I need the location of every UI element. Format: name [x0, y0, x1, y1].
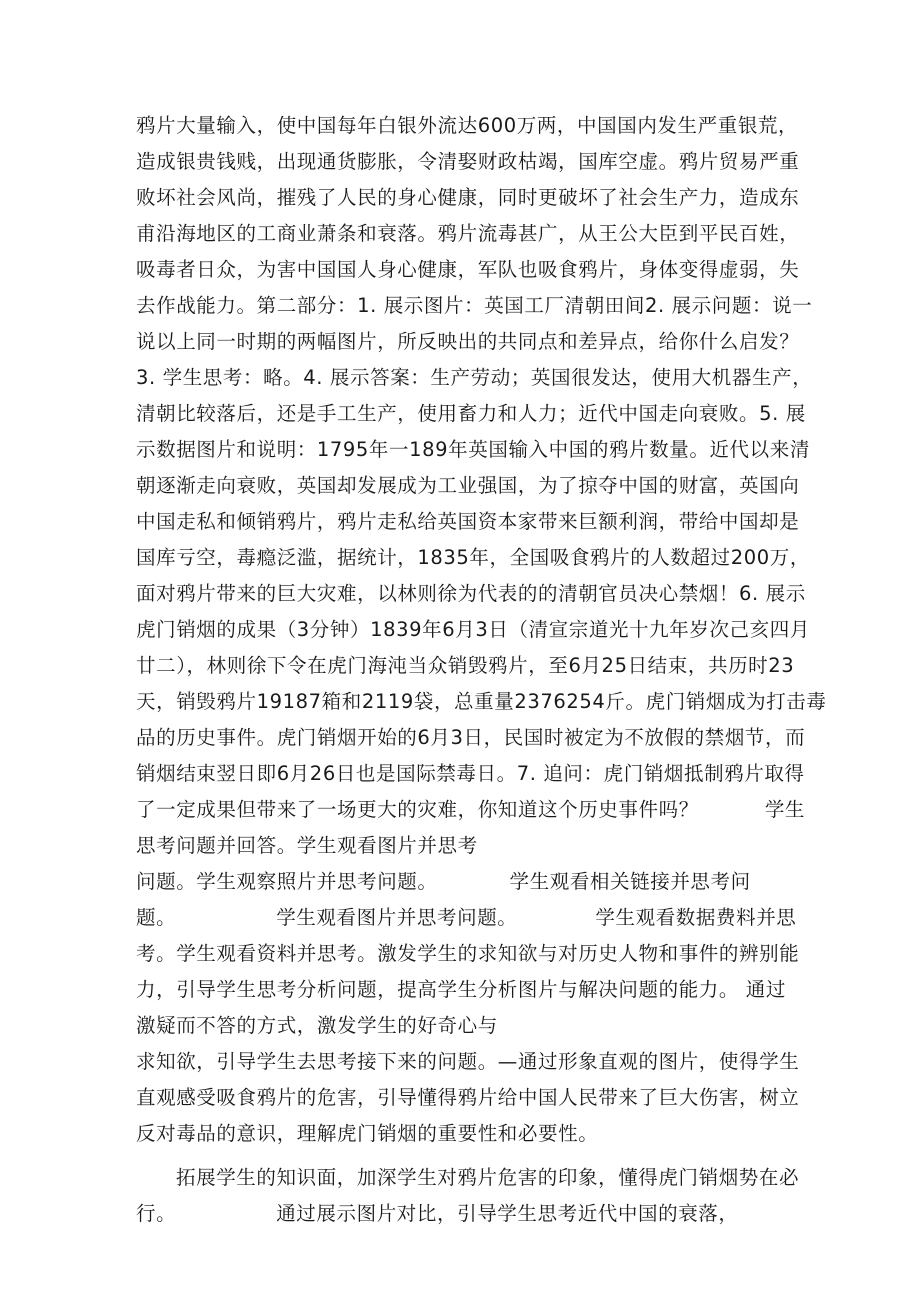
text-line: 力，引导学生思考分析问题，提高学生分析图片与解决问题的能力。 通过	[136, 978, 786, 1001]
text-line: 国库亏空，毒瘾泛滥，据统计，1835年，全国吸食鸦片的人数超过200万，	[136, 546, 810, 569]
text-line: 3. 学生思考：略。4. 展示答案：生产劳动；英国很发达，使用大机器生产，	[136, 366, 813, 389]
text-line: 说以上同一时期的两幅图片，所反映出的共同点和差异点，给你什么启发？	[136, 330, 800, 353]
text-segment: 学生	[764, 798, 806, 821]
text-line: 反对毒品的意识，理解虎门销烟的重要性和必要性。	[136, 1122, 599, 1145]
text-segment: 学生观看相关链接并思考问	[509, 870, 751, 893]
text-segment: 通过展示图片对比，引导学生思考近代中国的衰落，	[276, 1202, 739, 1225]
text-segment: 题。	[136, 906, 177, 929]
text-segment: 问题。学生观察照片并思考问题。	[136, 870, 438, 893]
text-line	[136, 792, 806, 828]
text-line: 销烟结束翌日即6月26日也是国际禁毒日。7. 追问：虎门销烟抵制鸦片取得	[136, 762, 805, 785]
text-line	[136, 1196, 796, 1232]
text-line: 吸毒者日众，为害中国国人身心健康，军队也吸食鸦片，身体变得虚弱，失	[136, 258, 800, 281]
text-line: 考。学生观看资料并思考。激发学生的求知欲与对历史人物和事件的辨别能	[136, 942, 800, 965]
text-line: 甫沿海地区的工商业萧条和衰落。鸦片流毒甚广，从王公大臣到平民百姓，	[136, 222, 800, 245]
text-line: 败坏社会风尚，摧残了人民的身心健康，同时更破坏了社会生产力，造成东	[136, 186, 800, 209]
text-line: 去作战能力。第二部分：1. 展示图片：英国工厂清朝田间2. 展示问题：说一	[136, 294, 813, 317]
text-line: 廿二），林则徐下令在虎门海沌当众销毁鸦片，至6月25日结束，共历时23	[136, 654, 795, 677]
text-line: 鸦片大量输入，使中国每年白银外流达600万两，中国国内发生严重银荒，	[136, 114, 799, 137]
text-line: 品的历史事件。虎门销烟开始的6月3日，民国时被定为不放假的禁烟节，而	[136, 726, 806, 749]
text-line: 面对鸦片带来的巨大灾难，以林则徐为代表的的清朝官员决心禁烟！6. 展示	[136, 582, 806, 605]
text-line: 示数据图片和说明：1795年一189年英国输入中国的鸦片数量。近代以来清	[136, 438, 810, 461]
text-line: 拓展学生的知识面，加深学生对鸦片危害的印象，懂得虎门销烟势在必	[176, 1166, 800, 1189]
text-segment: 行。	[136, 1202, 177, 1225]
text-segment: 了一定成果但带来了一场更大的灾难，你知道这个历史事件吗？	[136, 798, 699, 821]
text-line: 思考问题并回答。学生观看图片并思考	[136, 834, 478, 857]
text-line	[136, 864, 796, 900]
text-segment: 学生观看数据费料并思	[595, 906, 797, 929]
text-line: 求知欲，引导学生去思考接下来的问题。—通过形象直观的图片，使得学生	[136, 1050, 800, 1073]
text-line: 造成银贵钱贱，出现通货膨胀，令清娶财政枯竭，国库空虚。鸦片贸易严重	[136, 150, 800, 173]
text-line: 朝逐渐走向衰败，英国却发展成为工业强国，为了掠夺中国的财富，英国向	[136, 474, 800, 497]
text-line: 中国走私和倾销鸦片，鸦片走私给英国资本家带来巨额利润，带给中国却是	[136, 510, 800, 533]
text-line: 虎门销烟的成果（3分钟）1839年6月3日（清宣宗道光十九年岁次己亥四月	[136, 618, 810, 641]
text-line: 直观感受吸食鸦片的危害，引导懂得鸦片给中国人民带来了巨大伤害，树立	[136, 1086, 800, 1109]
text-line: 天，销毁鸦片19187箱和2119袋，总重量2376254斤。虎门销烟成为打击毒	[136, 690, 827, 713]
text-segment: 学生观看图片并思考问题。	[276, 906, 518, 929]
text-line	[136, 900, 796, 936]
text-line: 清朝比较落后，还是手工生产，使用畜力和人力；近代中国走向衰败。5. 展	[136, 402, 806, 425]
text-line: 激疑而不答的方式，激发学生的好奇心与	[136, 1014, 498, 1037]
